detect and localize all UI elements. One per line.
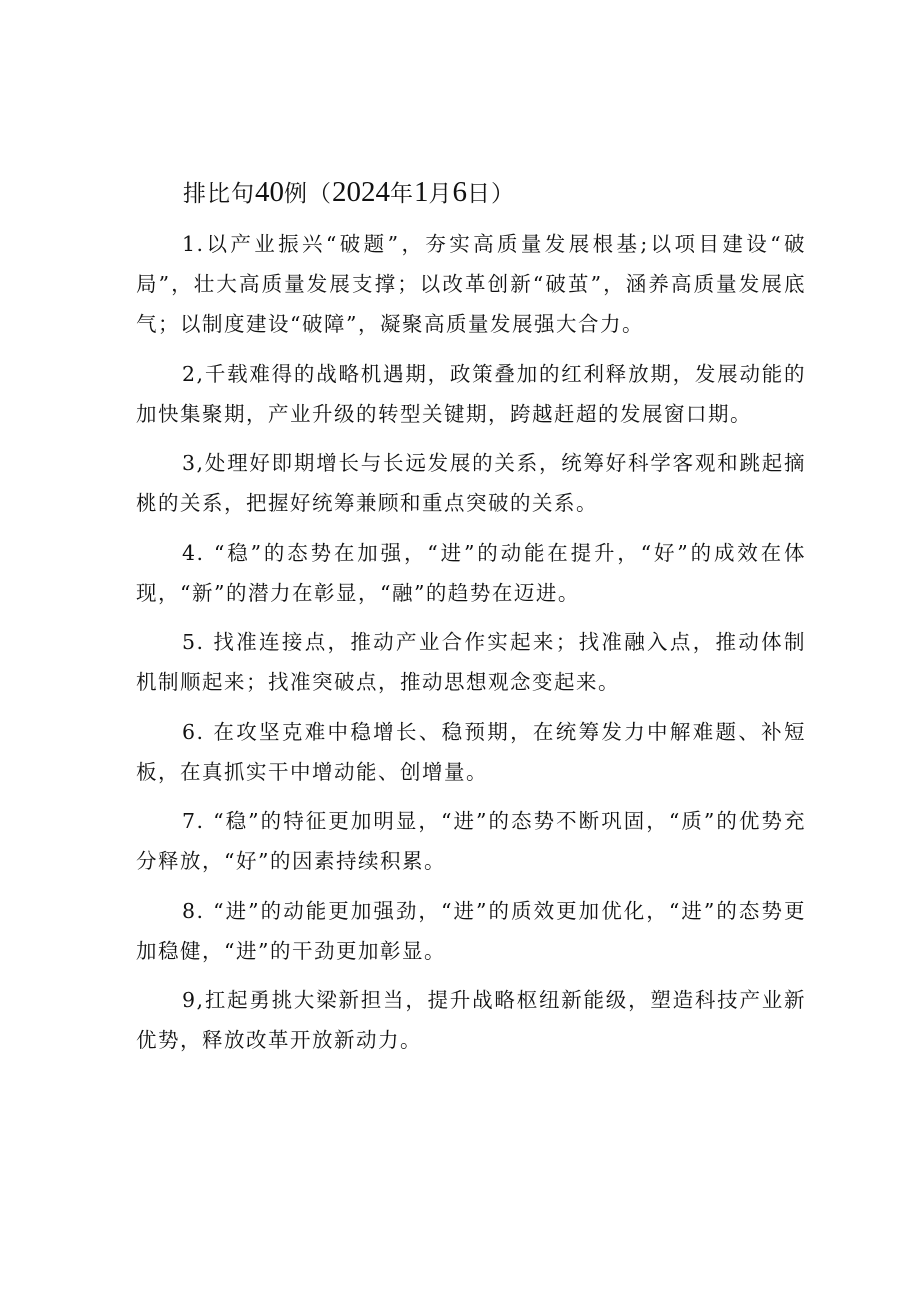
- list-item-2: 2,千载难得的战略机遇期，政策叠加的红利释放期，发展动能的加快集聚期，产业升级的转型关键期，跨越赶超的发展窗口期。: [136, 361, 806, 426]
- list-item-4: 4. “稳”的态势在加强，“进”的动能在提升，“好”的成效在体现，“新”的潜力在彰显，“融”的趋势在迈进。: [136, 540, 806, 605]
- list-item-5: 5. 找准连接点，推动产业合作实起来；找准融入点，推动体制机制顺起来；找准突破点，推动思想观念变起来。: [136, 630, 806, 694]
- list-item-6: 6. 在攻坚克难中稳增长、稳预期，在统筹发力中解难题、补短板，在真抓实干中增动能、创增量。: [136, 719, 806, 784]
- document-body: [136, 224, 806, 1070]
- list-item-7: 7. “稳”的特征更加明显，“进”的态势不断巩固，“质”的优势充分释放，“好”的因素持续积累。: [136, 809, 806, 873]
- list-item-1: 1.以产业振兴“破题”，夯实高质量发展根基;以项目建设“破局”，壮大高质量发展支撑；以改革创新“破茧”，涵养高质量发展底气；以制度建设“破障”，凝聚高质量发展强大合力。: [136, 232, 806, 336]
- title-prefix: 排比句: [183, 181, 255, 207]
- list-item-3: 3,处理好即期增长与长远发展的关系，统筹好科学客观和跳起摘桃的关系，把握好统筹兼顾和重点突破的关系。: [136, 451, 806, 515]
- title-month: 1: [414, 176, 429, 208]
- list-item-9: 9,扛起勇挑大梁新担当，提升战略枢纽新能级，塑造科技产业新优势，释放改革开放新动力。: [136, 988, 806, 1052]
- title-count: 40: [255, 176, 284, 208]
- title-day-unit: 日）: [467, 181, 515, 207]
- title-year-unit: 年: [390, 181, 414, 207]
- title-day: 6: [452, 176, 467, 208]
- title-month-unit: 月: [428, 181, 453, 207]
- title-suffix: 例（: [284, 181, 332, 207]
- title-year: 2024: [332, 176, 390, 208]
- list-item-8: 8. “进”的动能更加强劲，“进”的质效更加优化，“进”的态势更加稳健，“进”的干劲更加彰显。: [136, 898, 806, 963]
- document-title: [183, 170, 515, 216]
